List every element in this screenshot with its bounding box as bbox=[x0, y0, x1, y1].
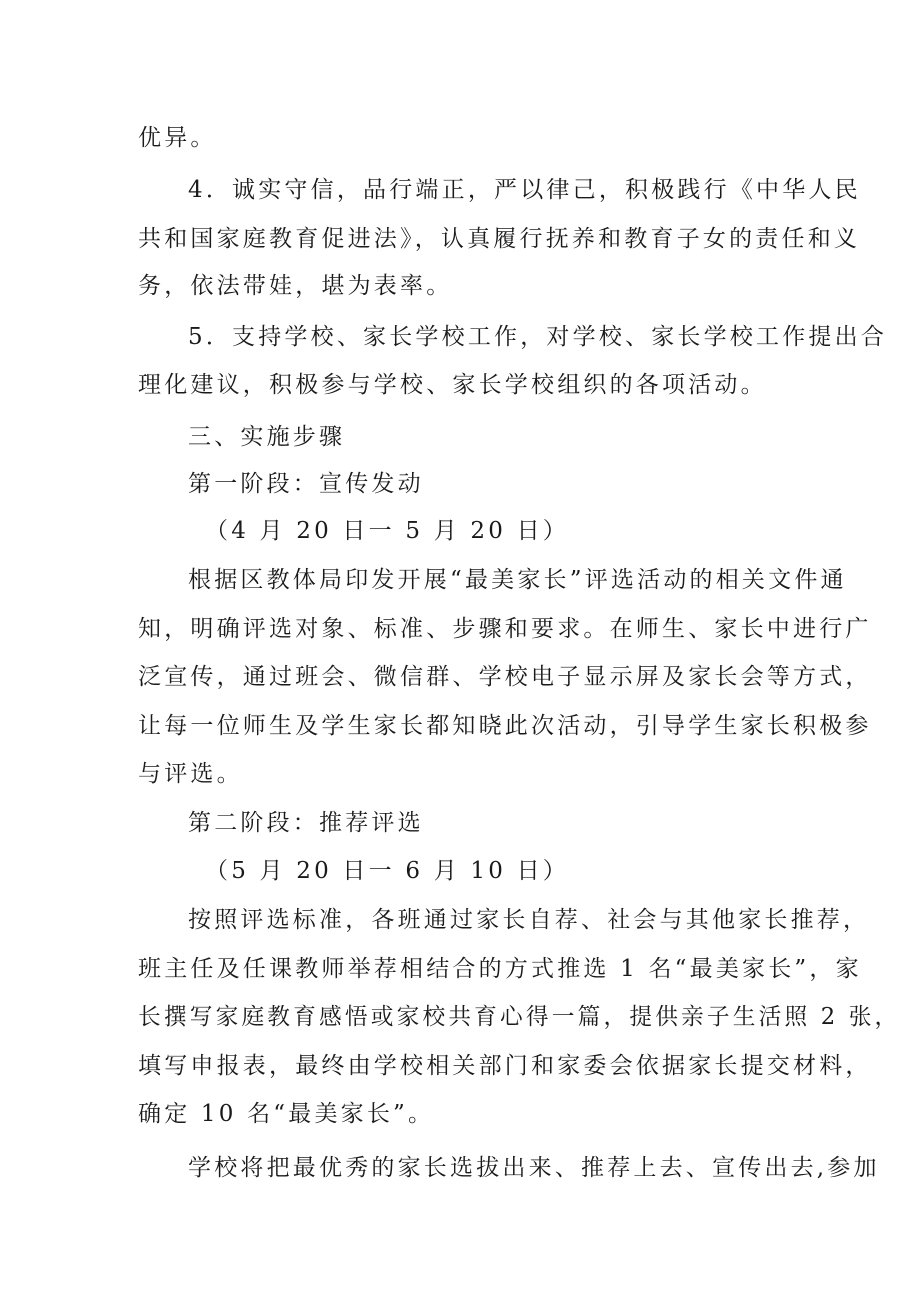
paragraph-line: 5．支持学校、家长学校工作，对学校、家长学校工作提出合 bbox=[188, 324, 888, 350]
paragraph-line: 按照评选标准，各班通过家长自荐、社会与其他家长推荐， bbox=[188, 907, 870, 933]
paragraph-line: 长撰写家庭教育感悟或家校共育心得一篇，提供亲子生活照 2 张， bbox=[138, 1004, 901, 1030]
stage-dates: （4 月 20 日一 5 月 20 日） bbox=[205, 518, 569, 544]
paragraph-line: 务，依法带娃，堪为表率。 bbox=[138, 273, 453, 299]
paragraph-line: 填写申报表，最终由学校相关部门和家委会依据家长提交材料， bbox=[138, 1053, 872, 1079]
paragraph-line: 确定 10 名“最美家长”。 bbox=[138, 1101, 435, 1127]
paragraph-line: 4．诚实守信，品行端正，严以律己，积极践行《中华人民 bbox=[188, 177, 861, 203]
paragraph-line: 共和国家庭教育促进法》，认真履行抚养和教育子女的责任和义 bbox=[138, 226, 861, 252]
paragraph-line: 班主任及任课教师举荐相结合的方式推选 1 名“最美家长”，家 bbox=[138, 956, 862, 982]
stage-heading: 第一阶段：宣传发动 bbox=[188, 471, 424, 497]
paragraph-line: 泛宣传，通过班会、微信群、学校电子显示屏及家长会等方式， bbox=[138, 664, 872, 690]
paragraph-line: 根据区教体局印发开展“最美家长”评选活动的相关文件通 bbox=[188, 567, 847, 593]
stage-dates: （5 月 20 日一 6 月 10 日） bbox=[205, 858, 569, 884]
paragraph-line: 优异。 bbox=[138, 125, 217, 151]
stage-heading: 第二阶段：推荐评选 bbox=[188, 810, 424, 836]
section-heading: 三、实施步骤 bbox=[188, 424, 346, 450]
paragraph-line: 与评选。 bbox=[138, 761, 243, 787]
paragraph-line: 知，明确评选对象、标准、步骤和要求。在师生、家长中进行广 bbox=[138, 616, 872, 642]
paragraph-line: 理化建议，积极参与学校、家长学校组织的各项活动。 bbox=[138, 372, 767, 398]
paragraph-line: 学校将把最优秀的家长选拔出来、推荐上去、宣传出去,参加 bbox=[188, 1155, 880, 1181]
paragraph-line: 让每一位师生及学生家长都知晓此次活动，引导学生家长积极参 bbox=[138, 713, 872, 739]
